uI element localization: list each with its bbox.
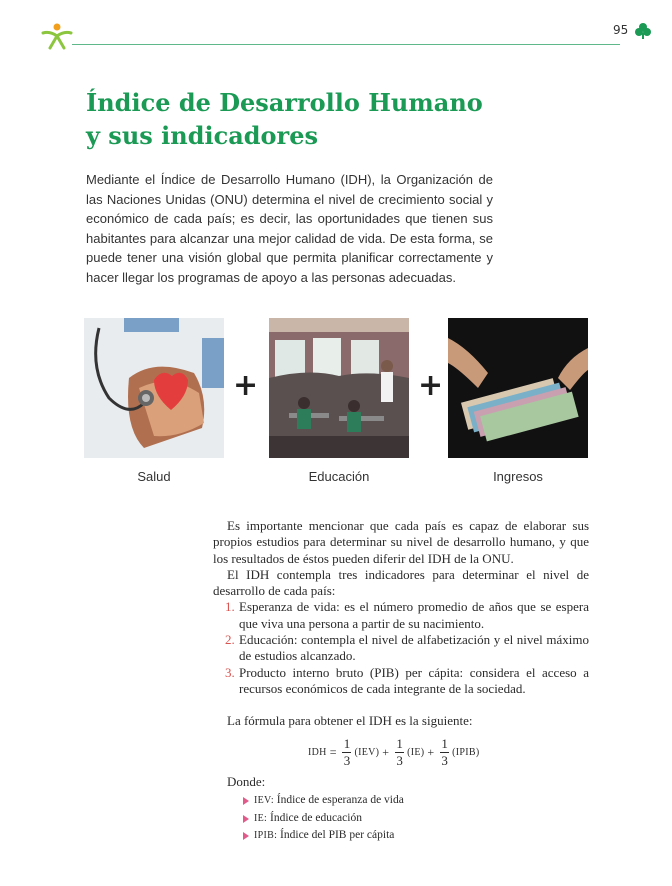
idh-formula	[308, 736, 480, 768]
fraction-denominator: 3	[343, 752, 351, 768]
fraction	[395, 737, 404, 768]
clover-icon	[634, 22, 652, 40]
caption-income: Ingresos	[493, 469, 543, 484]
formula-plus: +	[427, 744, 435, 759]
formula-intro: La fórmula para obtener el IDH es la siguiente:	[227, 713, 473, 728]
list-item	[243, 827, 404, 845]
list-item	[213, 599, 589, 632]
fraction-denominator: 3	[396, 752, 403, 768]
fraction-numerator: 1	[441, 735, 448, 751]
list-item	[243, 792, 404, 810]
definition-list	[243, 792, 404, 845]
plus-sign-1: +	[233, 368, 259, 403]
formula-term-ie: (IE)	[407, 746, 425, 758]
list-text: Educación: contempla el nivel de alfabetización y el nivel máximo de estudios alcanzado.	[239, 632, 589, 664]
bullet-triangle-icon	[243, 832, 249, 840]
health-photo	[84, 318, 224, 458]
where-label: Donde:	[227, 774, 266, 789]
fraction-numerator: 1	[396, 735, 403, 751]
body-paragraph-1: Es importante mencionar que cada país es capaz de elaborar sus propios estudios para determinar su nivel de desarrollo humano, y que los resultados de éstos pueden diferir del IDH de la ONU.	[213, 518, 589, 566]
definition-text: Índice del PIB per cápita	[280, 829, 395, 841]
bullet-triangle-icon	[243, 797, 249, 805]
caption-education: Educación	[308, 469, 370, 484]
formula-term-ipib: (IPIB)	[452, 746, 480, 758]
education-photo	[269, 318, 409, 458]
formula-equals: =	[329, 744, 337, 759]
bullet-triangle-icon	[243, 815, 249, 823]
definition-text: Índice de esperanza de vida	[276, 794, 404, 806]
title-line-1: Índice de Desarrollo Humano	[86, 88, 483, 117]
income-photo	[448, 318, 588, 458]
intro-paragraph: Mediante el Índice de Desarrollo Humano (IDH), la Organización de las Naciones Unidas (ONU) determina el nivel de crecimiento social y económico de cada país; es decir, las oportunidades que tienen sus habitantes para alcanzar una mejor calidad de vida. De esta forma, se puede tener una visión global que permita planificar correctamente y hacer llegar los programas de apoyo a las personas adecuadas.	[86, 172, 493, 285]
list-number: 3.	[225, 664, 235, 680]
definition-abbr: IE:	[254, 812, 268, 824]
page-title	[86, 86, 526, 152]
formula-term-iev: (IEV)	[354, 746, 380, 758]
fraction	[440, 737, 449, 768]
body-section	[213, 518, 589, 697]
formula-lhs: IDH	[308, 746, 327, 758]
fraction	[342, 737, 351, 768]
list-number: 1.	[225, 599, 235, 615]
definition-abbr: IPIB:	[254, 830, 278, 841]
formula-plus: +	[382, 744, 390, 759]
header-rule	[72, 44, 620, 45]
list-text: Esperanza de vida: es el número promedio de años que se espera que viva una persona a partir de su nacimiento.	[239, 599, 589, 631]
list-text: Producto interno bruto (PIB) per cápita: considera el acceso a recursos económicos de cada integrante de la sociedad.	[239, 664, 589, 696]
definition-text: Índice de educación	[270, 811, 362, 824]
list-item	[213, 665, 589, 698]
fraction-numerator: 1	[343, 735, 351, 751]
definition-abbr: IEV:	[254, 795, 274, 806]
person-logo-icon	[40, 22, 74, 50]
list-item	[213, 632, 589, 665]
caption-health: Salud	[137, 469, 171, 484]
plus-sign-2: +	[418, 368, 444, 403]
list-item	[243, 810, 404, 828]
title-line-2: y sus indicadores	[86, 121, 318, 150]
list-number: 2.	[225, 632, 235, 648]
body-paragraph-2: El IDH contempla tres indicadores para determinar el nivel de desarrollo de cada país:	[213, 566, 589, 599]
page-number: 95	[613, 23, 629, 37]
fraction-denominator: 3	[441, 752, 448, 768]
indicator-list	[213, 599, 589, 697]
